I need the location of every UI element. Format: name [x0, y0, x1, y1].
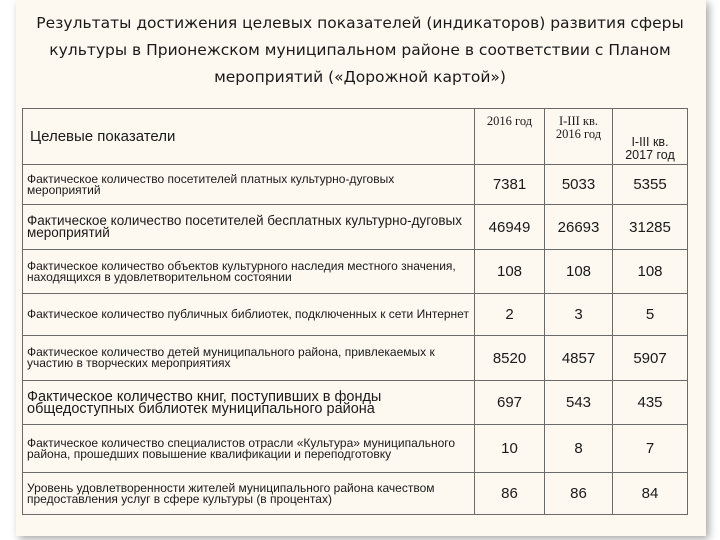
row-label: Уровень удовлетворенности жителей муниципального района качеством предоставления услуг в сфере культуры (в процентах): [23, 473, 475, 515]
value-2016: 10: [475, 425, 545, 473]
row-label: Фактическое количество посетителей бесплатных культурно-дуговых мероприятий: [23, 205, 475, 250]
value-q-2016: 5033: [545, 165, 613, 205]
value-q-2017: 5: [613, 294, 688, 336]
value-2016: 46949: [475, 205, 545, 250]
header-indicators: Целевые показатели: [23, 109, 475, 165]
value-2016: 697: [475, 381, 545, 425]
value-q-2016: 4857: [545, 336, 613, 381]
value-q-2016: 8: [545, 425, 613, 473]
value-q-2016: 108: [545, 250, 613, 294]
header-2016: 2016 год: [475, 109, 545, 165]
row-label: Фактическое количество книг, поступивших в фонды общедоступных библиотек муниципального района: [23, 381, 475, 425]
row-label: Фактическое количество посетителей платных культурно-дуговых мероприятий: [23, 165, 475, 205]
table-row: [23, 336, 688, 381]
table-row: [23, 165, 688, 205]
value-2016: 108: [475, 250, 545, 294]
value-2016: 86: [475, 473, 545, 515]
row-label: Фактическое количество детей муниципального района, привлекаемых к участию в творческих мероприятиях: [23, 336, 475, 381]
indicators-table: [22, 108, 688, 515]
value-q-2016: 3: [545, 294, 613, 336]
header-q1-q3-2016: I-III кв. 2016 год: [545, 109, 613, 165]
table-header-row: [23, 109, 688, 165]
value-q-2017: 435: [613, 381, 688, 425]
value-q-2017: 31285: [613, 205, 688, 250]
page-title: Результаты достижения целевых показателей (индикаторов) развития сферы культуры в Прионежском муниципальном районе в соответствии с Планом мероприятий («Дорожной картой»): [36, 14, 684, 86]
table-row: [23, 381, 688, 425]
value-q-2017: 108: [613, 250, 688, 294]
value-2016: 8520: [475, 336, 545, 381]
value-2016: 7381: [475, 165, 545, 205]
value-2016: 2: [475, 294, 545, 336]
header-q1-q3-2017: I-III кв. 2017 год: [613, 109, 688, 165]
row-label: Фактическое количество специалистов отрасли «Культура» муниципального района, прошедших повышение квалификации и переподготовку: [23, 425, 475, 473]
row-label: Фактическое количество объектов культурного наследия местного значения, находящихся в удовлетворительном состоянии: [23, 250, 475, 294]
value-q-2017: 84: [613, 473, 688, 515]
table-row: [23, 473, 688, 515]
table-row: [23, 250, 688, 294]
row-label: Фактическое количество публичных библиотек, подключенных к сети Интернет: [23, 294, 475, 336]
table-row: [23, 425, 688, 473]
value-q-2016: 543: [545, 381, 613, 425]
value-q-2017: 5907: [613, 336, 688, 381]
value-q-2016: 86: [545, 473, 613, 515]
value-q-2016: 26693: [545, 205, 613, 250]
value-q-2017: 5355: [613, 165, 688, 205]
table-row: [23, 294, 688, 336]
value-q-2017: 7: [613, 425, 688, 473]
table-row: [23, 205, 688, 250]
